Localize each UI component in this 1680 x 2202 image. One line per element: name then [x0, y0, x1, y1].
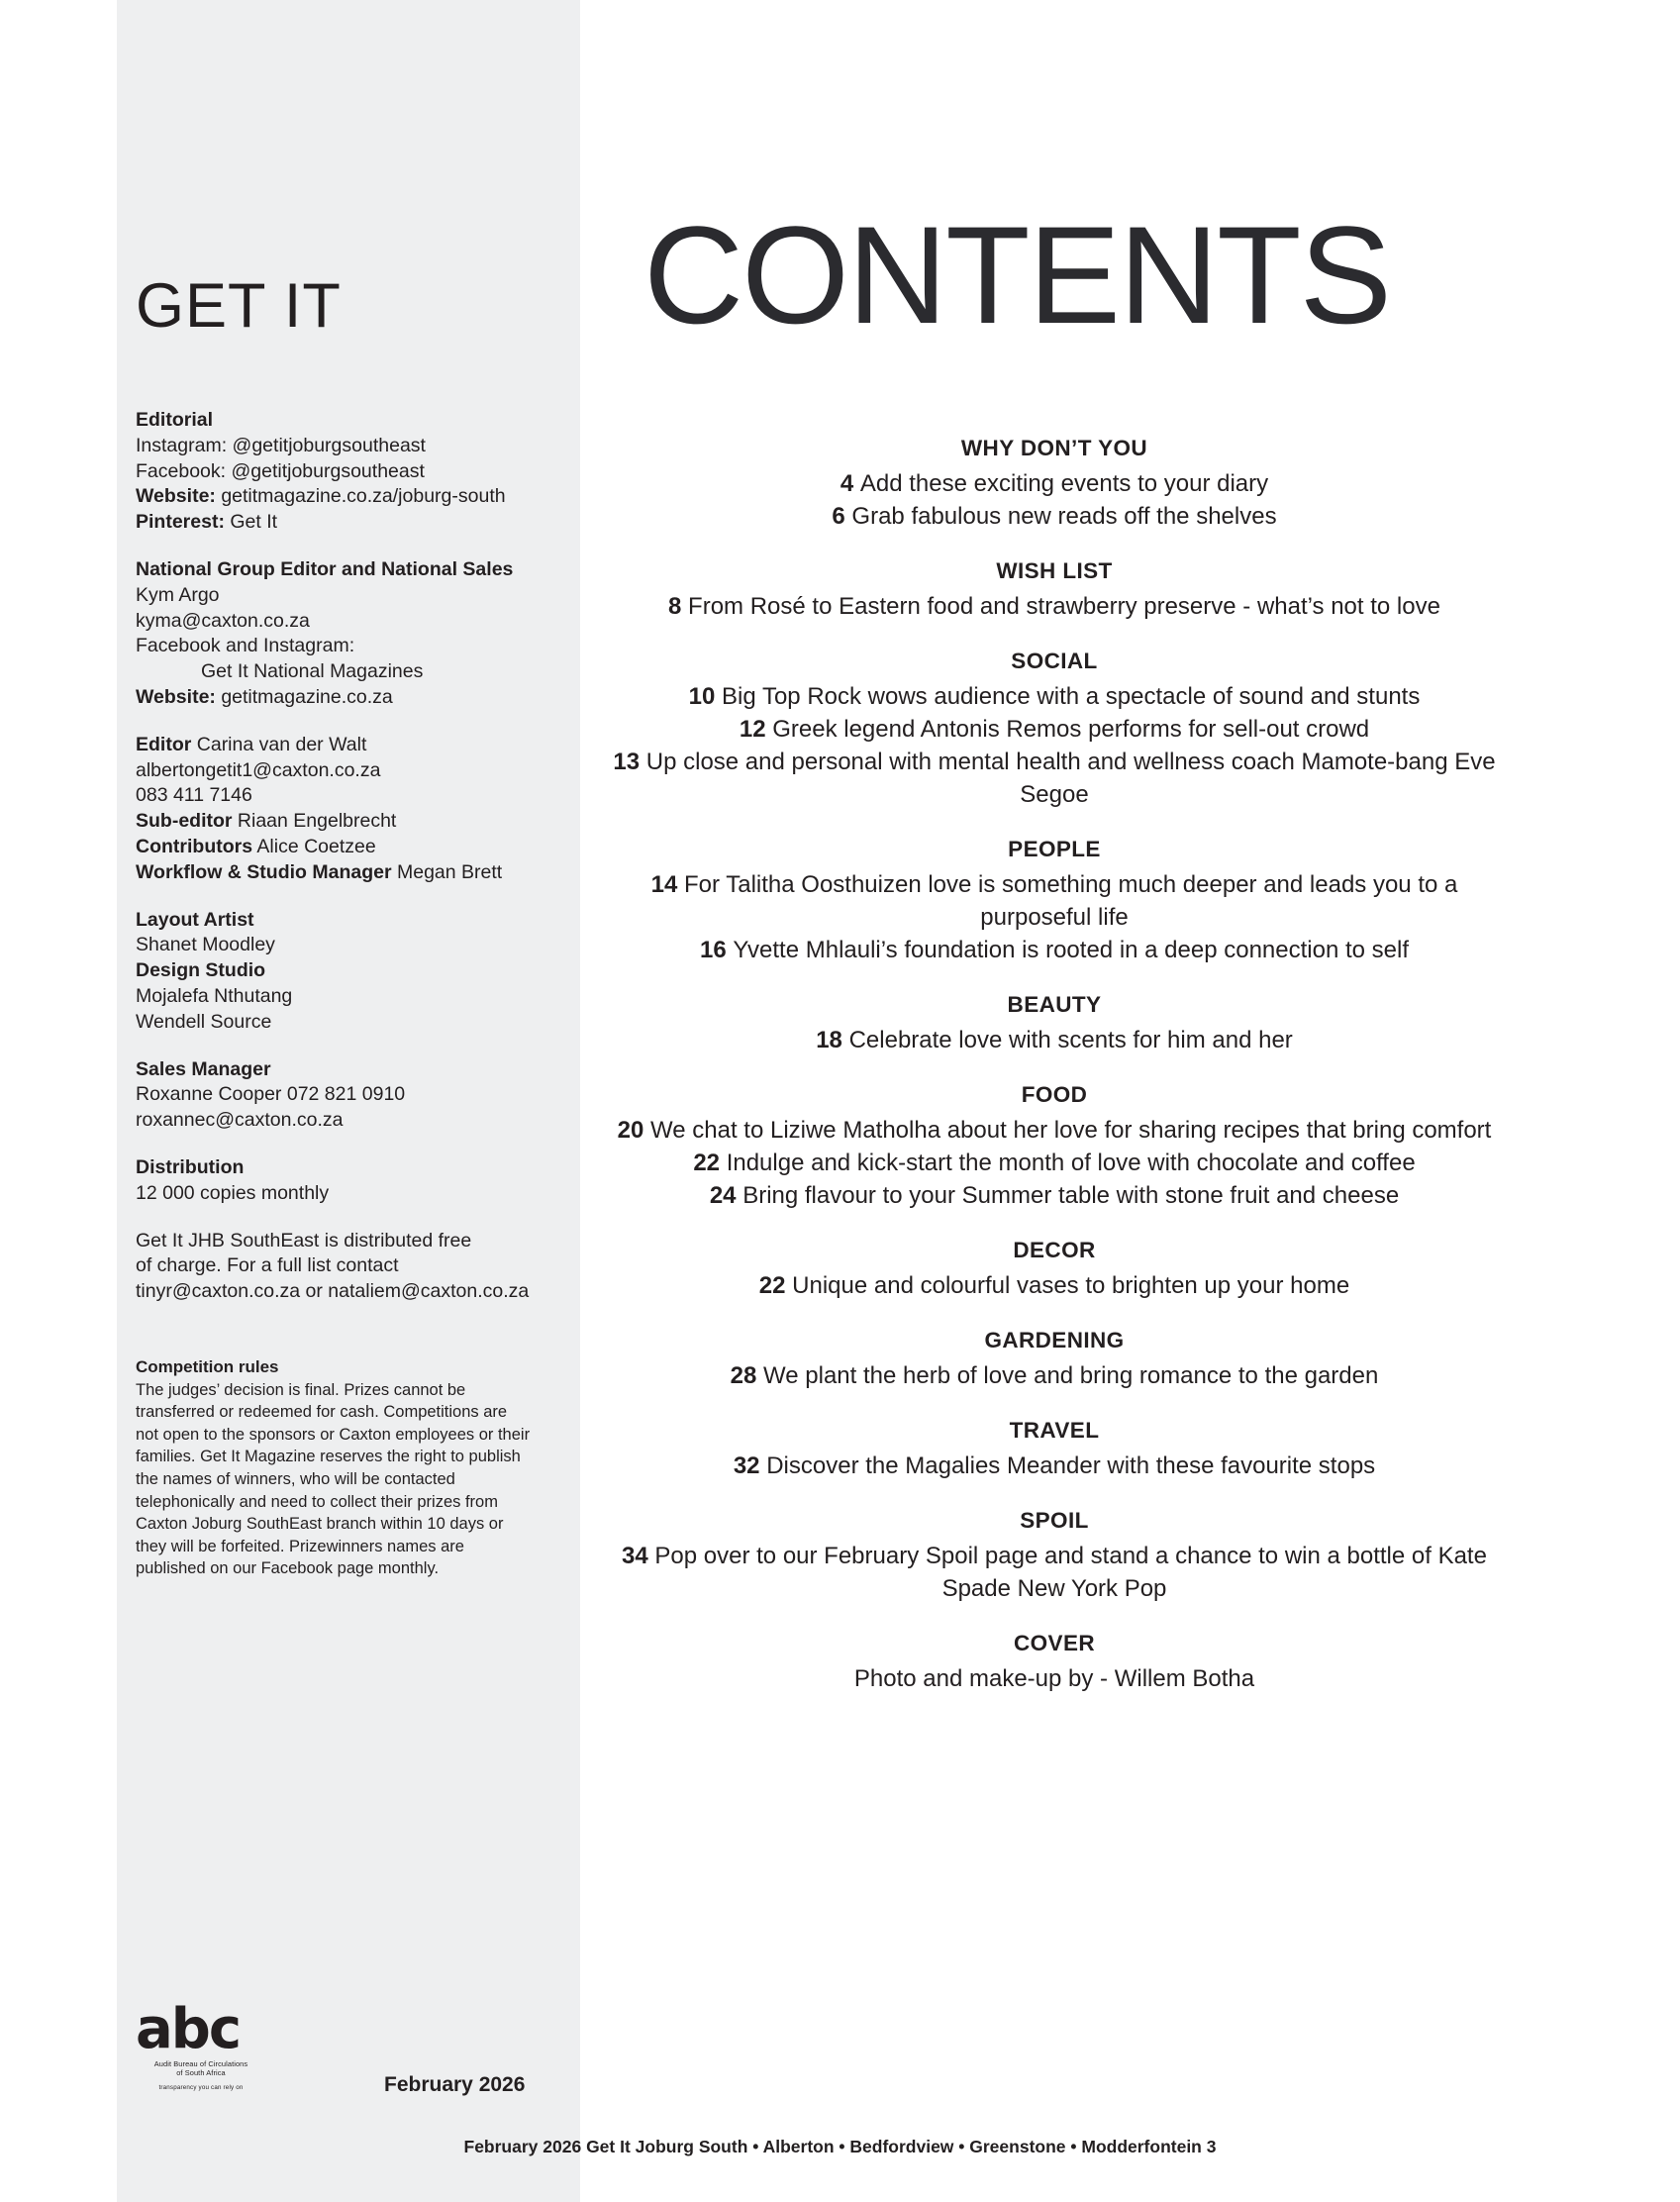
toc-entry-text: Big Top Rock wows audience with a spectacle of sound and stunts [722, 683, 1421, 710]
toc-entry-page: 18 [816, 1027, 849, 1053]
colophon-line [136, 1010, 579, 1036]
colophon-line [136, 758, 579, 784]
colophon-line [136, 1082, 579, 1108]
colophon-line [136, 459, 579, 485]
toc-section [594, 1328, 1515, 1392]
colophon-value: Facebook and Instagram: [136, 635, 355, 657]
colophon-label: Website: [136, 685, 216, 708]
colophon-group [136, 557, 579, 711]
toc-section [594, 1631, 1515, 1695]
toc-section-heading: TRAVEL [1009, 1418, 1100, 1443]
competition-rules-body: The judges’ decision is final. Prizes cannot be transferred or redeemed for cash. Competitions are not open to the sponsors or Caxton employees or their families. Get It Magazine reserves the right to publish the names of winners, who will be contacted telephonically and need to collect their prizes from Caxton Joburg SouthEast branch within 10 days or they will be forfeited. Prizewinners names are published on our Facebook page monthly. [136, 1380, 531, 1578]
colophon-group [136, 733, 579, 886]
colophon-line [136, 609, 579, 635]
colophon-line [136, 733, 579, 758]
toc-section [594, 1508, 1515, 1605]
colophon-value: albertongetit1@caxton.co.za [136, 758, 381, 781]
abc-logo [136, 1997, 266, 2091]
toc-entry-text: For Talitha Oosthuizen love is something much deeper and leads you to a purposeful life [684, 871, 1458, 931]
toc-entry[interactable] [594, 680, 1515, 713]
colophon-group [136, 1229, 579, 1305]
toc-entry-page: 4 [840, 470, 860, 497]
colophon-line [136, 1057, 579, 1083]
masthead-logo: GET IT [136, 271, 342, 341]
colophon-value: Wendell Source [136, 1010, 272, 1033]
toc-entry[interactable] [594, 1179, 1515, 1212]
colophon-value: of charge. For a full list contact [136, 1254, 399, 1277]
toc-section [594, 558, 1515, 623]
colophon-label: Website: [136, 485, 216, 508]
toc-entry-text: We chat to Liziwe Matholha about her love for sharing recipes that bring comfort [650, 1117, 1492, 1144]
colophon-value: Roxanne Cooper 072 821 0910 [136, 1083, 406, 1106]
colophon-label: Layout Artist [136, 908, 254, 931]
toc-section-heading: WISH LIST [996, 558, 1113, 583]
footer-page-number: 3 [1206, 2137, 1217, 2156]
toc-section [594, 1238, 1515, 1302]
colophon-label: Editor [136, 733, 192, 755]
colophon-line [136, 510, 579, 536]
toc-entry-page: 22 [693, 1150, 727, 1176]
colophon-value: Mojalefa Nthutang [136, 984, 293, 1007]
colophon-line [136, 1155, 579, 1181]
toc-entry-page: 13 [613, 749, 646, 775]
colophon-block [136, 408, 579, 1327]
colophon-line [136, 484, 579, 510]
colophon-line: Get It National Magazines [201, 660, 424, 683]
toc-entry-page: 12 [739, 716, 773, 743]
toc-entry-text: Unique and colourful vases to brighten up your home [792, 1272, 1350, 1299]
colophon-label: Contributors [136, 835, 253, 857]
colophon-label: Pinterest: [136, 511, 225, 534]
toc-entry[interactable] [594, 467, 1515, 500]
competition-rules-title: Competition rules [136, 1357, 279, 1376]
colophon-value: kyma@caxton.co.za [136, 609, 310, 632]
colophon-line [136, 408, 579, 434]
toc-section-heading: SPOIL [1020, 1508, 1089, 1533]
toc-entry-text: Photo and make-up by - Willem Botha [853, 1665, 1255, 1692]
colophon-label: Editorial [136, 409, 214, 431]
toc-entry-page: 16 [699, 937, 734, 963]
toc-entry-text: Celebrate love with scents for him and her [848, 1027, 1293, 1053]
toc-entry-page: 8 [668, 593, 689, 620]
colophon-value: getitmagazine.co.za [215, 685, 393, 708]
colophon-label: Sub-editor [136, 810, 233, 833]
toc-entry-page: 6 [832, 503, 852, 530]
toc-entry-page: 24 [709, 1182, 743, 1209]
toc-section [594, 837, 1515, 966]
colophon-value: Alice Coetzee [252, 835, 376, 857]
toc-entry-page: 22 [758, 1272, 793, 1299]
colophon-line [136, 860, 579, 886]
colophon-line [136, 984, 579, 1010]
colophon-line [136, 1229, 579, 1254]
colophon-value: Facebook: @getitjoburgsoutheast [136, 459, 425, 482]
colophon-line [136, 583, 579, 609]
colophon-label: National Group Editor and National Sales [136, 557, 514, 580]
colophon-line [136, 1279, 579, 1305]
toc-section [594, 1418, 1515, 1482]
colophon-value: Instagram: @getitjoburgsoutheast [136, 434, 426, 456]
colophon-line [136, 783, 579, 809]
colophon-value: Riaan Engelbrecht [232, 810, 397, 833]
toc-entry[interactable] [594, 713, 1515, 746]
colophon-line [136, 685, 579, 711]
toc-section-heading: GARDENING [984, 1328, 1125, 1352]
toc-section [594, 436, 1515, 533]
toc-entry-text: Add these exciting events to your diary [859, 470, 1269, 497]
colophon-value: Kym Argo [136, 583, 220, 606]
toc-entry[interactable] [594, 1024, 1515, 1056]
toc-entry[interactable] [594, 1662, 1515, 1695]
toc-section-heading: PEOPLE [1008, 837, 1101, 861]
toc-entry-page: 28 [730, 1362, 764, 1389]
footer-date: February 2026 [463, 2137, 582, 2156]
toc-entry[interactable] [594, 868, 1515, 934]
toc-entry-page: 14 [650, 871, 684, 898]
colophon-value: Get It [224, 511, 278, 534]
toc-section [594, 649, 1515, 811]
colophon-value: getitmagazine.co.za/joburg-south [215, 485, 506, 508]
colophon-value: tinyr@caxton.co.za or nataliem@caxton.co.za [136, 1280, 530, 1303]
toc-section-heading: COVER [1013, 1631, 1095, 1655]
colophon-group [136, 1057, 579, 1134]
toc-entry-page: 10 [688, 683, 723, 710]
toc-entry-text: Greek legend Antonis Remos performs for sell-out crowd [772, 716, 1370, 743]
toc-entry-text: From Rosé to Eastern food and strawberry preserve - what’s not to love [688, 593, 1440, 620]
toc-entry[interactable] [594, 500, 1515, 533]
colophon-line [136, 634, 579, 659]
page-footer [0, 2137, 1680, 2157]
toc-entry-page: 32 [733, 1452, 767, 1479]
issue-date: February 2026 [384, 2073, 526, 2096]
colophon-value: Carina van der Walt [191, 733, 367, 755]
toc-entry[interactable] [594, 1359, 1515, 1392]
colophon-value: Get It JHB SouthEast is distributed free [136, 1229, 472, 1251]
colophon-group [136, 1155, 579, 1207]
colophon-label: Sales Manager [136, 1057, 271, 1080]
colophon-line [136, 809, 579, 835]
colophon-line [136, 835, 579, 860]
toc-entry-text: Indulge and kick-start the month of love with chocolate and coffee [726, 1150, 1416, 1176]
colophon-label: Distribution [136, 1155, 245, 1178]
colophon-line [136, 908, 579, 934]
colophon-line [136, 434, 579, 459]
toc-section-heading: WHY DON’T YOU [960, 436, 1148, 460]
colophon-group [136, 908, 579, 1036]
table-of-contents [594, 436, 1515, 1721]
abc-logo-mark: abc [136, 1997, 241, 2061]
footer-publication: Get It Joburg South [586, 2137, 748, 2156]
colophon-label: Design Studio [136, 959, 266, 982]
toc-entry[interactable] [594, 934, 1515, 966]
toc-entry[interactable] [594, 1114, 1515, 1147]
colophon-line [136, 557, 579, 583]
toc-entry[interactable] [594, 1540, 1515, 1605]
colophon-line [136, 933, 579, 958]
toc-entry-text: Bring flavour to your Summer table with stone fruit and cheese [742, 1182, 1400, 1209]
toc-section-heading: DECOR [1013, 1238, 1096, 1262]
toc-section [594, 992, 1515, 1056]
competition-rules [136, 1356, 532, 1580]
toc-section-heading: BEAUTY [1007, 992, 1102, 1017]
colophon-label: Workflow & Studio Manager [136, 860, 392, 883]
toc-entry-text: Yvette Mhlauli’s foundation is rooted in a deep connection to self [733, 937, 1410, 963]
toc-entry[interactable] [594, 590, 1515, 623]
toc-entry-page: 34 [622, 1543, 655, 1569]
toc-entry-text: We plant the herb of love and bring romance to the garden [763, 1362, 1379, 1389]
colophon-value: Shanet Moodley [136, 934, 275, 956]
toc-entry[interactable] [594, 1269, 1515, 1302]
toc-section-heading: SOCIAL [1011, 649, 1098, 673]
page-title: CONTENTS [643, 197, 1390, 352]
colophon-value: roxannec@caxton.co.za [136, 1109, 344, 1132]
colophon-line [136, 1181, 579, 1207]
toc-section [594, 1082, 1515, 1212]
toc-entry-text: Grab fabulous new reads off the shelves [851, 503, 1277, 530]
footer-areas: • Alberton • Bedfordview • Greenstone • Modderfontein [752, 2137, 1202, 2156]
toc-section-heading: FOOD [1021, 1082, 1088, 1107]
colophon-value: 083 411 7146 [136, 784, 252, 807]
toc-entry[interactable] [594, 1450, 1515, 1482]
colophon-line [136, 1253, 579, 1279]
toc-entry-text: Discover the Magalies Meander with these favourite stops [766, 1452, 1376, 1479]
colophon-line [136, 1108, 579, 1134]
colophon-line [136, 958, 579, 984]
colophon-value: Megan Brett [391, 860, 503, 883]
toc-entry[interactable] [594, 746, 1515, 811]
toc-entry-text: Up close and personal with mental health and wellness coach Mamote-bang Eve Segoe [645, 749, 1496, 808]
abc-logo-tagline: transparency you can rely on [158, 2084, 244, 2091]
toc-entry-text: Pop over to our February Spoil page and stand a chance to win a bottle of Kate Spade New York Pop [654, 1543, 1487, 1602]
toc-entry[interactable] [594, 1147, 1515, 1179]
colophon-value: 12 000 copies monthly [136, 1181, 330, 1204]
toc-entry-page: 20 [617, 1117, 651, 1144]
abc-logo-subtitle: Audit Bureau of Circulations of South Africa [153, 2059, 248, 2077]
colophon-group [136, 408, 579, 536]
